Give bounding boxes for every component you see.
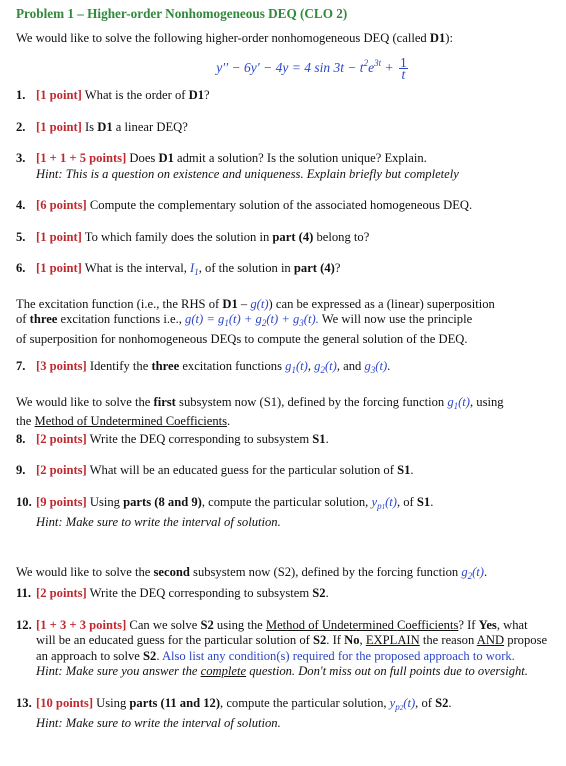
question-8: 8. [2 points] Write the DEQ corresponding to subsystem S1. xyxy=(16,431,329,446)
question-13-hint: Hint: Make sure to write the interval of solution. xyxy=(36,716,281,730)
question-2: 2. [1 point] Is D1 a linear DEQ? xyxy=(16,119,188,134)
question-3: 3. [1 + 1 + 5 points] Does D1 admit a solution? Is the solution unique? Explain. Hint: This is a question on existence and uniqueness. Explain briefly but completely xyxy=(16,151,459,181)
question-7: 7. [3 points] Identify the three excitation functions $g_1(t)$, $g_2(t)$, and $g_3(t)$. xyxy=(16,359,391,375)
question-6: 6. [1 point] What is the interval, $I_1$, of the solution in part (4)? xyxy=(16,261,341,277)
question-12-condition: Also list any condition(s) required for the proposed approach to work. xyxy=(161,648,515,663)
question-9: 9. [2 points] What will be an educated guess for the particular solution of S1. xyxy=(16,463,414,477)
question-10-hint: Hint: Make sure to write the interval of solution. xyxy=(36,515,281,529)
equation-fraction: $\frac{1}{t}$ xyxy=(399,55,407,83)
question-12: 12. [1 + 3 + 3 points] Can we solve S2 using the Method of Undetermined Coefficients? If Yes, what will be an educated guess for the particular solution of S2. If No, EXPLAIN the reason AND propose an approach to solve S2. Also list any condition(s) required for the proposed approach to work. Hint: Make sure you answer the complete question. Don't miss out on full points due to oversight. xyxy=(16,617,548,678)
question-1: 1. [1 point] What is the order of D1? xyxy=(16,88,210,102)
subsystem-1-intro: We would like to solve the first subsystem now (S1), defined by the forcing function $g_1(t)$, using the Method of Undetermined Coefficients. xyxy=(16,394,504,428)
question-12-hint: Hint: Make sure you answer the complete question. Don't miss out on full points due to oversight. xyxy=(36,664,528,678)
question-10: 10. [9 points] Using parts (8 and 9), compute the particular solution, $y_{p1}(t)$, of S1. Hint: Make sure to write the interval of solution. xyxy=(16,494,434,529)
question-11: 11. [2 points] Write the DEQ corresponding to subsystem S2. xyxy=(16,586,329,600)
intro-text: We would like to solve the following higher-order nonhomogeneous DEQ (called D1): xyxy=(16,30,453,45)
deq-equation: y′′ − 6y′ − 4y = 4 $\sin 3t - t^2e^{3t}$ + $\frac{1}{t}$ xyxy=(216,55,407,83)
question-13: 13. [10 points] Using parts (11 and 12), compute the particular solution, $y_{p2}(t)$, of S2. Hint: Make sure to write the interval of solution. xyxy=(16,695,452,730)
problem-title: Problem 1 – Higher-order Nonhomogeneous DEQ (CLO 2) xyxy=(16,6,348,21)
question-4: 4. [6 points] Compute the complementary solution of the associated homogeneous DEQ. xyxy=(16,198,473,212)
subsystem-2-intro: We would like to solve the second subsystem now (S2), defined by the forcing function $g_2(t)$. xyxy=(16,564,488,581)
excitation-paragraph: The excitation function (i.e., the RHS of D1 – g(t)) can be expressed as a (linear) superposition of three excitation functions i.e., $g(t) = g_1(t) + g_2(t) + g_3(t)$. We will now use the principle of superposition for nonhomogeneous DEQs to compute the general solution of the DEQ. xyxy=(16,296,495,346)
question-3-hint: Hint: This is a question on existence and uniqueness. Explain briefly but completely xyxy=(36,166,459,181)
question-5: 5. [1 point] To which family does the solution in part (4) belong to? xyxy=(16,229,370,244)
